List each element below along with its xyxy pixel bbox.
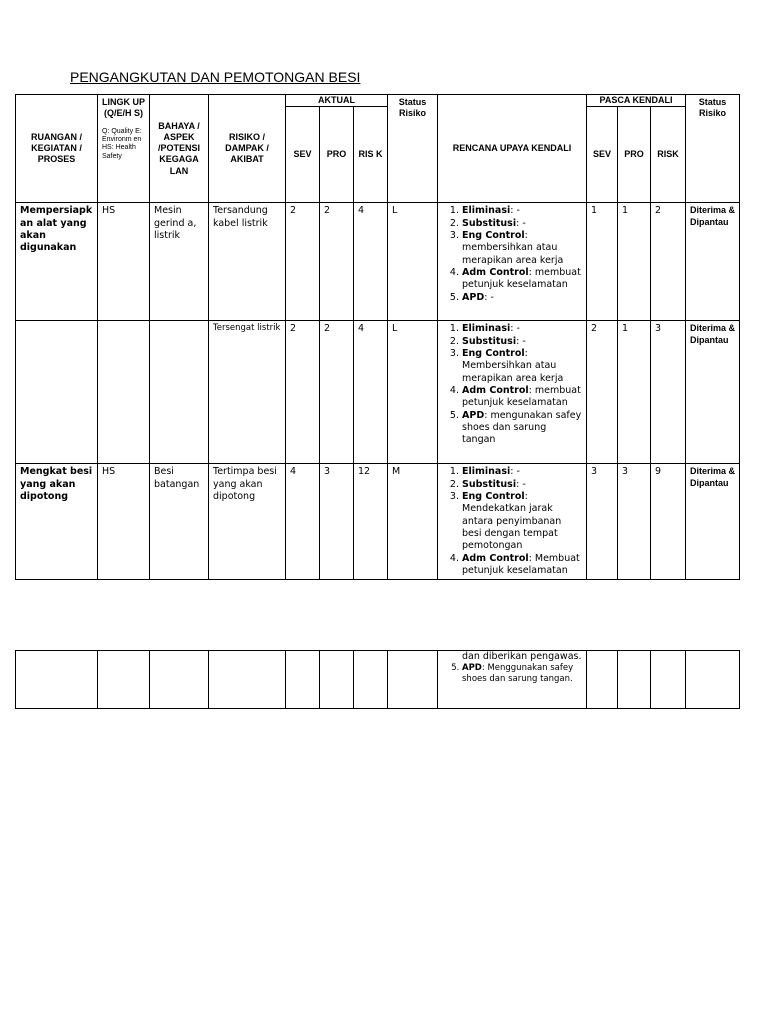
list-item: 5. APD: Menggunakan safey shoes dan sarung tangan. [462,663,582,685]
list-item: 2. Substitusi: - [462,218,582,230]
empty-cell [150,651,209,709]
status-2-cell: Diterima & Dipantau [686,321,740,464]
list-item: 3. Eng Control: membersihkan atau merapikan area kerja [462,230,582,267]
pro-cell: 3 [320,464,354,580]
table-row [16,651,740,709]
risk-cell: 12 [354,464,388,580]
table-row [16,203,740,321]
header-status: Status Risiko [388,95,438,203]
continued-text: dan diberikan pengawas. [462,651,582,662]
pro-2-cell: 1 [618,203,651,321]
status-cell: M [388,464,438,580]
empty-cell [686,651,740,709]
status-cell: L [388,203,438,321]
header-lingkup [98,95,150,203]
kendali-list [442,663,582,685]
list-item: 3. Eng Control: Membersihkan atau merapikan area kerja [462,348,582,385]
risk-cell: 4 [354,321,388,464]
list-item: 1. Eliminasi: - [462,205,582,217]
sev-cell: 2 [286,203,320,321]
continuation-table [15,650,740,709]
empty-cell [651,651,686,709]
kendali-cell [438,321,587,464]
empty-cell [286,651,320,709]
empty-cell [320,651,354,709]
empty-cell [98,651,150,709]
risk-cell: 4 [354,203,388,321]
kendali-list [442,205,582,304]
list-item: 1. Eliminasi: - [462,466,582,478]
kegiatan-cell [16,321,98,464]
bahaya-cell: Besi batangan [150,464,209,580]
empty-cell [587,651,618,709]
sev-cell: 4 [286,464,320,580]
risk-table [15,94,740,580]
list-item: 5. APD: - [462,292,582,304]
header-pro: PRO [320,107,354,203]
empty-cell [618,651,651,709]
header-ruangan: RUANGAN / KEGIATAN / PROSES [16,95,98,203]
lingkup-cell [98,321,150,464]
list-item: 1. Eliminasi: - [462,323,582,335]
empty-cell [16,651,98,709]
header-risiko: RISIKO / DAMPAK / AKIBAT [209,95,286,203]
header-risk-2: RISK [651,107,686,203]
list-item: 4. Adm Control: membuat petunjuk keselamatan [462,385,582,410]
header-ris: RIS K [354,107,388,203]
risk-2-cell: 9 [651,464,686,580]
empty-cell [388,651,438,709]
sev-2-cell: 1 [587,203,618,321]
list-item: 3. Eng Control: Mendekatkan jarak antara penyimbanan besi dengan tempat pemotongan [462,491,582,553]
empty-cell [354,651,388,709]
header-sev: SEV [286,107,320,203]
kegiatan-cell: Mengkat besi yang akan dipotong [16,464,98,580]
header-rencana: RENCANA UPAYA KENDALI [438,95,587,203]
status-cell: L [388,321,438,464]
kegiatan-cell: Mempersiapk an alat yang akan digunakan [16,203,98,321]
risk-2-cell: 2 [651,203,686,321]
header-aktual: AKTUAL [286,95,388,107]
pro-cell: 2 [320,321,354,464]
lingkup-cell: HS [98,464,150,580]
header-lingkup-label: LINGK UP (Q/E/H S) [102,97,146,119]
risiko-cell: Tersengat listrik [209,321,286,464]
header-sev-2: SEV [587,107,618,203]
sev-2-cell: 3 [587,464,618,580]
header-pasca: PASCA KENDALI [587,95,686,107]
table-row [16,464,740,580]
risiko-cell: Tersandung kabel listrik [209,203,286,321]
header-bahaya: BAHAYA / ASPEK /POTENSI KEGAGA LAN [150,95,209,203]
bahaya-cell [150,321,209,464]
lingkup-cell: HS [98,203,150,321]
risk-2-cell: 3 [651,321,686,464]
status-2-cell: Diterima & Dipantau [686,203,740,321]
header-lingkup-note: Q: Quality E: Environm en HS: Health Safety [102,127,142,160]
status-2-cell: Diterima & Dipantau [686,464,740,580]
kendali-cell [438,464,587,580]
header-pro-2: PRO [618,107,651,203]
kendali-cell [438,651,587,709]
kendali-list [442,466,582,577]
risiko-cell: Tertimpa besi yang akan dipotong [209,464,286,580]
header-status-2: Status Risiko [686,95,740,203]
table-row [16,321,740,464]
page-title: PENGANGKUTAN DAN PEMOTONGAN BESI [70,69,361,85]
list-item: 2. Substitusi: - [462,479,582,491]
kendali-list [442,323,582,446]
list-item: 4. Adm Control: Membuat petunjuk keselamatan [462,553,582,578]
empty-cell [209,651,286,709]
pro-2-cell: 3 [618,464,651,580]
sev-cell: 2 [286,321,320,464]
list-item: 2. Substitusi: - [462,336,582,348]
kendali-cell [438,203,587,321]
pro-cell: 2 [320,203,354,321]
pro-2-cell: 1 [618,321,651,464]
list-item: 4. Adm Control: membuat petunjuk keselamatan [462,267,582,292]
sev-2-cell: 2 [587,321,618,464]
list-item: 5. APD: mengunakan safey shoes dan sarung tangan [462,410,582,447]
bahaya-cell: Mesin gerind a, listrik [150,203,209,321]
